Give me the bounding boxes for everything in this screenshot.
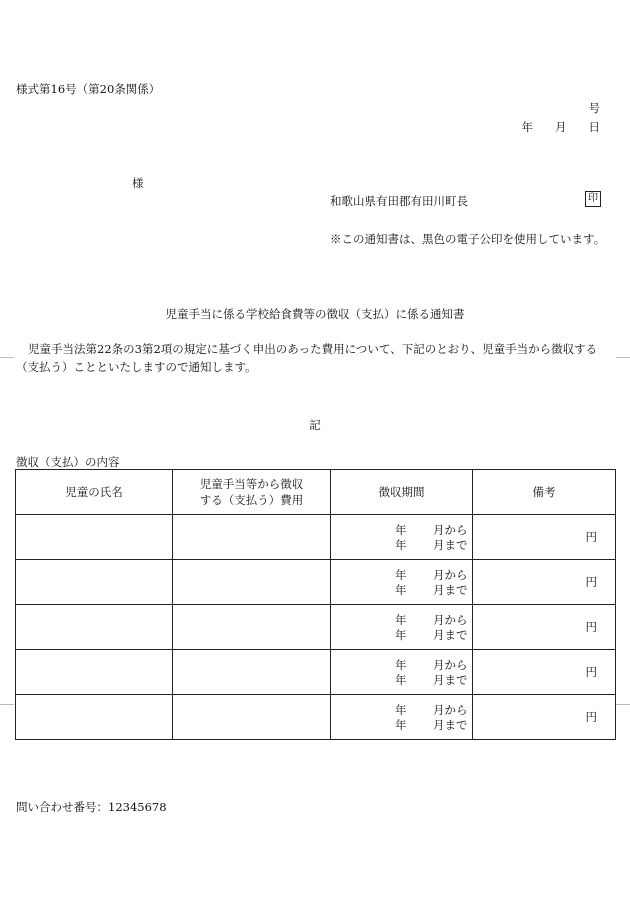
date-month: 月	[555, 120, 567, 134]
table-row	[16, 605, 616, 650]
body-text: 児童手当法第22条の3第2項の規定に基づく申出のあった費用について、下記のとおり、児童手当から徴収する（支払う）ことといたしますので通知します。	[16, 342, 598, 374]
left-edge-mark-lower	[0, 704, 14, 705]
header-remarks: 備考	[473, 470, 616, 515]
period-to: 年 月まで	[395, 538, 468, 552]
remarks-cell: 円	[473, 695, 616, 740]
seal-stamp: 印	[585, 191, 601, 207]
period-to: 年 月まで	[395, 673, 468, 687]
period-from: 年 月から	[395, 613, 468, 627]
form-number: 様式第16号（第20条関係）	[16, 82, 161, 96]
cost-cell[interactable]	[173, 650, 331, 695]
seal-note: ※この通知書は、黒色の電子公印を使用しています。	[330, 232, 606, 246]
remarks-cell: 円	[473, 650, 616, 695]
remarks-cell: 円	[473, 515, 616, 560]
period-from: 年 月から	[395, 703, 468, 717]
child-name-cell[interactable]	[16, 605, 173, 650]
header-child-name: 児童の氏名	[16, 470, 173, 515]
right-edge-mark-lower	[616, 704, 630, 705]
cost-cell[interactable]	[173, 695, 331, 740]
table-row	[16, 515, 616, 560]
document-title: 児童手当に係る学校給食費等の徴収（支払）に係る通知書	[165, 307, 465, 321]
child-name-cell[interactable]	[16, 650, 173, 695]
issue-date	[522, 119, 601, 135]
period-cell	[331, 515, 473, 560]
right-edge-mark	[616, 357, 630, 358]
period-to: 年 月まで	[395, 583, 468, 597]
collection-table	[15, 469, 616, 740]
remarks-cell: 円	[473, 605, 616, 650]
table-row	[16, 650, 616, 695]
document-number-suffix: 号	[588, 101, 600, 115]
period-cell	[331, 695, 473, 740]
left-edge-mark	[0, 357, 14, 358]
cost-cell[interactable]	[173, 515, 331, 560]
date-year: 年	[521, 120, 533, 134]
period-cell	[331, 560, 473, 605]
child-name-cell[interactable]	[16, 560, 173, 605]
period-to: 年 月まで	[395, 718, 468, 732]
ki-heading: 記	[309, 418, 321, 432]
period-cell	[331, 605, 473, 650]
contact-number: 問い合わせ番号：12345678	[16, 800, 167, 814]
remarks-cell: 円	[473, 560, 616, 605]
child-name-cell[interactable]	[16, 695, 173, 740]
table-header-row	[16, 470, 616, 515]
cost-cell[interactable]	[173, 560, 331, 605]
header-cost-line2: する（支払う）費用	[199, 493, 304, 507]
period-from: 年 月から	[395, 568, 468, 582]
period-to: 年 月まで	[395, 628, 468, 642]
issuer-name: 和歌山県有田郡有田川町長	[330, 194, 468, 208]
period-cell	[331, 650, 473, 695]
child-name-cell[interactable]	[16, 515, 173, 560]
date-day: 日	[588, 120, 600, 134]
period-from: 年 月から	[395, 523, 468, 537]
addressee-honorific: 様	[132, 176, 144, 190]
table-row	[16, 560, 616, 605]
table-row	[16, 695, 616, 740]
period-from: 年 月から	[395, 658, 468, 672]
header-period: 徴収期間	[331, 470, 473, 515]
table-label: 徴収（支払）の内容	[16, 455, 120, 469]
header-cost-line1: 児童手当等から徴収	[199, 477, 304, 491]
cost-cell[interactable]	[173, 605, 331, 650]
header-cost	[173, 470, 331, 515]
